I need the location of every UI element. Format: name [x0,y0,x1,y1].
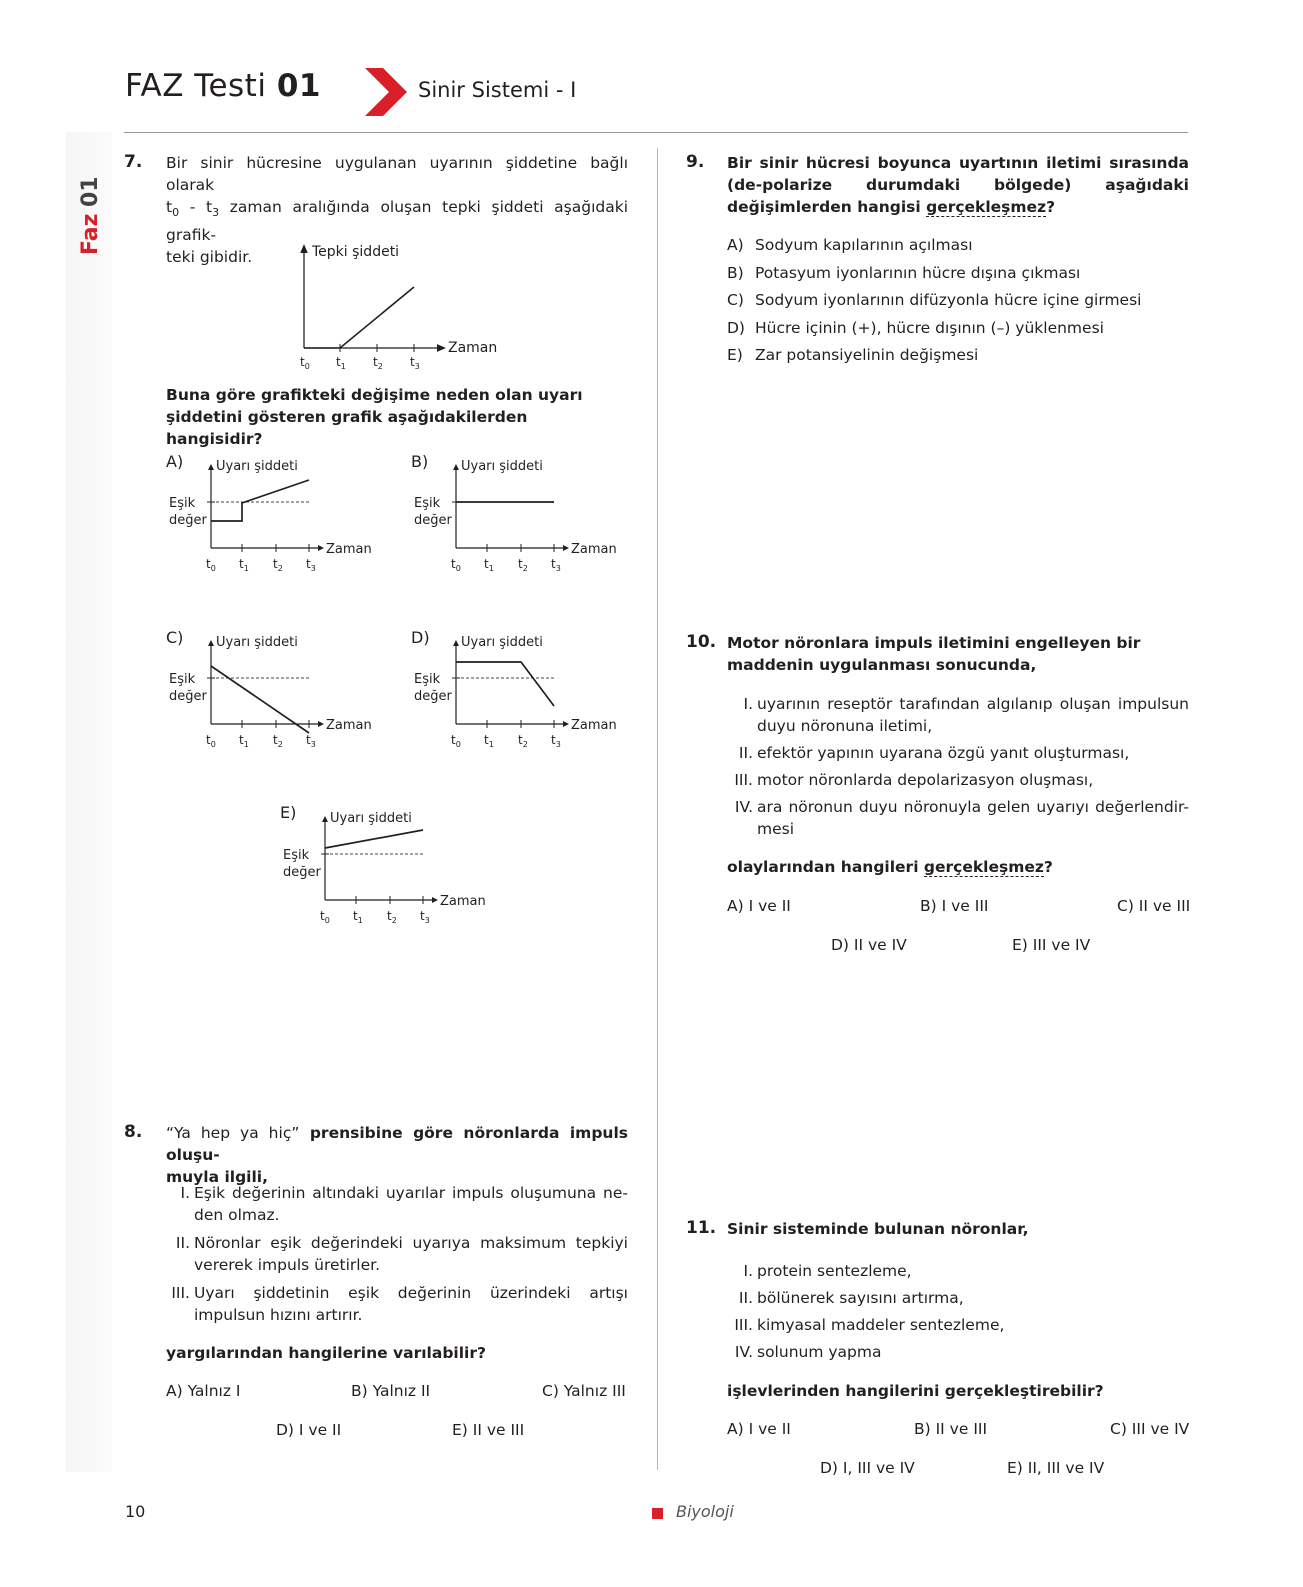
tick-label-t3: $t_3$ [420,909,430,925]
tick-label-t0: $t_0$ [206,557,216,573]
q11-item-4: IV. solunum yapma [734,1343,882,1361]
q9-number: 9. [686,152,705,172]
tick-label-t1: $t_1$ [353,909,363,925]
q7-option-d-graph[interactable] [411,635,617,768]
threshold-label-line2: değer [169,513,207,528]
x-axis-arrow [563,721,569,727]
page-number: 10 [125,1502,146,1521]
q11-answer-a[interactable]: A) I ve II [727,1420,791,1438]
tick-label-t3: $t_3$ [306,557,316,573]
graph-xlabel: Zaman [326,542,372,557]
q9-text: Bir sinir hücresi boyunca uyartının iletimi sırasında (de-polarize durumdaki bölgede) aşağıdaki değişimlerden hangisi gerçekleşmez? [727,154,1189,216]
graph-xlabel: Zaman [571,542,617,557]
q8-quote: “Ya hep ya hiç” [166,1124,300,1142]
q8-number: 8. [124,1122,143,1142]
page-title: FAZ Testi 01 [125,68,321,104]
q7-option-c-graph[interactable] [166,635,372,768]
q8-answer-d[interactable]: D) I ve II [276,1421,342,1439]
graph-ylabel: Uyarı şiddeti [461,459,543,474]
q7-option-e-letter[interactable]: E) [280,803,297,822]
page-subtitle: Sinir Sistemi - I [418,78,577,102]
q11-number: 11. [686,1218,717,1238]
graph-ylabel: Uyarı şiddeti [216,459,298,474]
stimulus-line [211,666,309,733]
q11-item-1: I. protein sentezleme, [743,1262,912,1280]
y-axis-arrow [208,464,214,470]
tick-label-t3: $t_3$ [551,557,561,573]
q7-option-c-letter[interactable]: C) [166,628,184,647]
q7-option-b-letter[interactable]: B) [411,452,429,471]
q10-answer-e[interactable]: E) III ve IV [1012,936,1091,954]
threshold-label-line2: değer [283,865,321,880]
tick-label-t1: $t_1$ [239,557,249,573]
tick-label-t1: $t_1$ [484,557,494,573]
q8-item-3: III. Uyarı şiddetinin eşik değerinin üzerindeki artışı impulsun hızını artırır. [171,1284,628,1324]
tick-label-t3: $t_3$ [551,733,561,749]
q9-option-d[interactable]: D) Hücre içinin (+), hücre dışının (–) yüklenmesi [727,318,1104,337]
stimulus-line [211,480,309,521]
q9-option-b[interactable]: B) Potasyum iyonlarının hücre dışına çıkması [727,263,1081,282]
tick-label-t2: $t_2$ [273,733,283,749]
threshold-label-line1: Eşik [414,496,441,511]
q7-option-a-graph[interactable] [166,459,372,592]
q11-question: işlevlerinden hangilerini gerçekleştirebilir? [727,1382,1104,1400]
q7-main-graph [290,240,510,375]
q8-answer-e[interactable]: E) II ve III [452,1421,525,1439]
q7-text-line1: Bir sinir hücresine uygulanan uyarının şiddetine bağlı olarak [166,154,628,194]
q11-answer-b[interactable]: B) II ve III [914,1420,988,1438]
tick-label-t0: $t_0$ [206,733,216,749]
q10-answer-b[interactable]: B) I ve III [920,897,989,915]
tick-label-t2: $t_2$ [518,733,528,749]
footer-subject: Biyoloji [676,1502,734,1521]
q9-options [727,232,1197,370]
tick-label-t1: $t_1$ [484,733,494,749]
q7-option-e-graph[interactable] [280,811,486,944]
q7-text-line2: $t_0 - t_3$ zaman aralığında oluşan tepki şiddeti aşağıdaki grafik- [166,198,629,245]
q7-graph-line [304,287,414,348]
q11-item-3: III. kimyasal maddeler sentezleme, [734,1316,1005,1334]
side-label [67,158,111,258]
threshold-label-line1: Eşik [414,672,441,687]
q10-item-4: IV. ara nöronun duyu nöronuyla gelen uyarıyı değerlendir-mesi [734,798,1189,838]
q11-item-2: II. bölünerek sayısını artırma, [738,1289,964,1307]
q9-option-a[interactable]: A) Sodyum kapılarının açılması [727,236,973,254]
q10-text: Motor nöronlara impuls iletimini engelleyen bir maddenin uygulanması sonucunda, [727,634,1141,674]
tick-label-t3: $t_3$ [306,733,316,749]
threshold-label-line2: değer [414,513,452,528]
side-label-num: 01 [78,176,103,207]
graph-xlabel: Zaman [440,894,486,909]
svg-text:t0: $t_0$ [300,355,310,371]
q10-answer-a[interactable]: A) I ve II [727,897,791,915]
q10-item-3: III. motor nöronlarda depolarizasyon oluşması, [734,771,1094,789]
q10-number: 10. [686,632,717,652]
q10-answer-c[interactable]: C) II ve III [1117,897,1191,915]
graph-ylabel: Uyarı şiddeti [330,811,412,826]
graph-ylabel: Uyarı şiddeti [216,635,298,650]
header-divider [124,132,1188,133]
threshold-label-line1: Eşik [283,848,310,863]
chevron-right-icon [365,68,407,116]
q10-question: olaylarından hangileri gerçekleşmez? [727,858,1053,876]
threshold-label-line2: değer [169,689,207,704]
graph-xlabel: Zaman [326,718,372,733]
q10-item-1: I. uyarının reseptör tarafından algılanıp oluşan impulsun duyu nöronuna iletimi, [743,695,1189,735]
q10-answer-d[interactable]: D) II ve IV [831,936,907,954]
y-axis-arrow [322,816,328,822]
tick-label-t0: $t_0$ [320,909,330,925]
q9-option-c[interactable]: C) Sodyum iyonlarının difüzyonla hücre içine girmesi [727,291,1142,309]
graph-xlabel: Zaman [571,718,617,733]
threshold-label-line2: değer [414,689,452,704]
tick-label-t0: $t_0$ [451,733,461,749]
q8-intro: “Ya hep ya hiç” prensibine göre nöronlarda impuls oluşu- muyla ilgili, [166,1124,628,1186]
y-axis-arrow [453,640,459,646]
q10-item-2: II. efektör yapının uyarana özgü yanıt oluşturması, [738,744,1130,762]
q7-text-line3: teki gibidir. [166,248,253,267]
tick-label-t2: $t_2$ [273,557,283,573]
tick-label-t2: $t_2$ [518,557,528,573]
x-axis-arrow [432,897,438,903]
svg-text:t3: $t_3$ [410,355,420,371]
side-strip [66,132,112,1472]
tick-label-t0: $t_0$ [451,557,461,573]
tick-label-t2: $t_2$ [387,909,397,925]
q8-item-1: I. Eşik değerinin altındaki uyarılar impuls oluşumuna ne-den olmaz. [180,1184,628,1224]
q7-option-d-letter[interactable]: D) [411,628,430,647]
svg-text:t2: $t_2$ [373,355,383,371]
q7-graph-ticks [300,355,420,371]
q7-graph-xlabel: Zaman [448,340,498,356]
column-divider [657,148,658,1470]
y-axis-arrow [453,464,459,470]
side-label-faz: Faz [78,213,103,255]
x-axis-arrow [318,545,324,551]
x-axis-arrow [318,721,324,727]
q8-answer-a[interactable]: A) Yalnız I [166,1382,241,1400]
q7-graph-ylabel: Tepki şiddeti [312,244,400,260]
q7-question: Buna göre grafikteki değişime neden olan uyarı şiddetini gösteren grafik aşağıdakilerden hangisidir? [166,386,583,448]
stimulus-line [456,662,554,706]
threshold-label-line1: Eşik [169,496,196,511]
q9-option-e[interactable]: E) Zar potansiyelinin değişmesi [727,346,979,364]
x-axis-arrow [563,545,569,551]
svg-text:t1: $t_1$ [336,355,346,371]
y-axis-arrow [208,640,214,646]
q7-number: 7. [124,152,143,172]
graph-ylabel: Uyarı şiddeti [461,635,543,650]
q7-option-b-graph[interactable] [411,459,617,592]
q8-answer-c[interactable]: C) Yalnız III [542,1382,626,1400]
q11-answer-d[interactable]: D) I, III ve IV [820,1459,915,1477]
q11-text: Sinir sisteminde bulunan nöronlar, [727,1220,1029,1238]
q8-answer-b[interactable]: B) Yalnız II [351,1382,431,1400]
q11-answer-e[interactable]: E) II, III ve IV [1007,1459,1105,1477]
q11-answer-c[interactable]: C) III ve IV [1110,1420,1190,1438]
q8-item-2: II. Nöronlar eşik değerindeki uyarıya maksimum tepkiyi vererek impuls üretirler. [175,1234,628,1274]
tick-label-t1: $t_1$ [239,733,249,749]
stimulus-line [325,830,423,848]
threshold-label-line1: Eşik [169,672,196,687]
q7-option-a-letter[interactable]: A) [166,452,184,471]
q8-question: yargılarından hangilerine varılabilir? [166,1344,486,1362]
footer-square-icon [652,1508,663,1519]
